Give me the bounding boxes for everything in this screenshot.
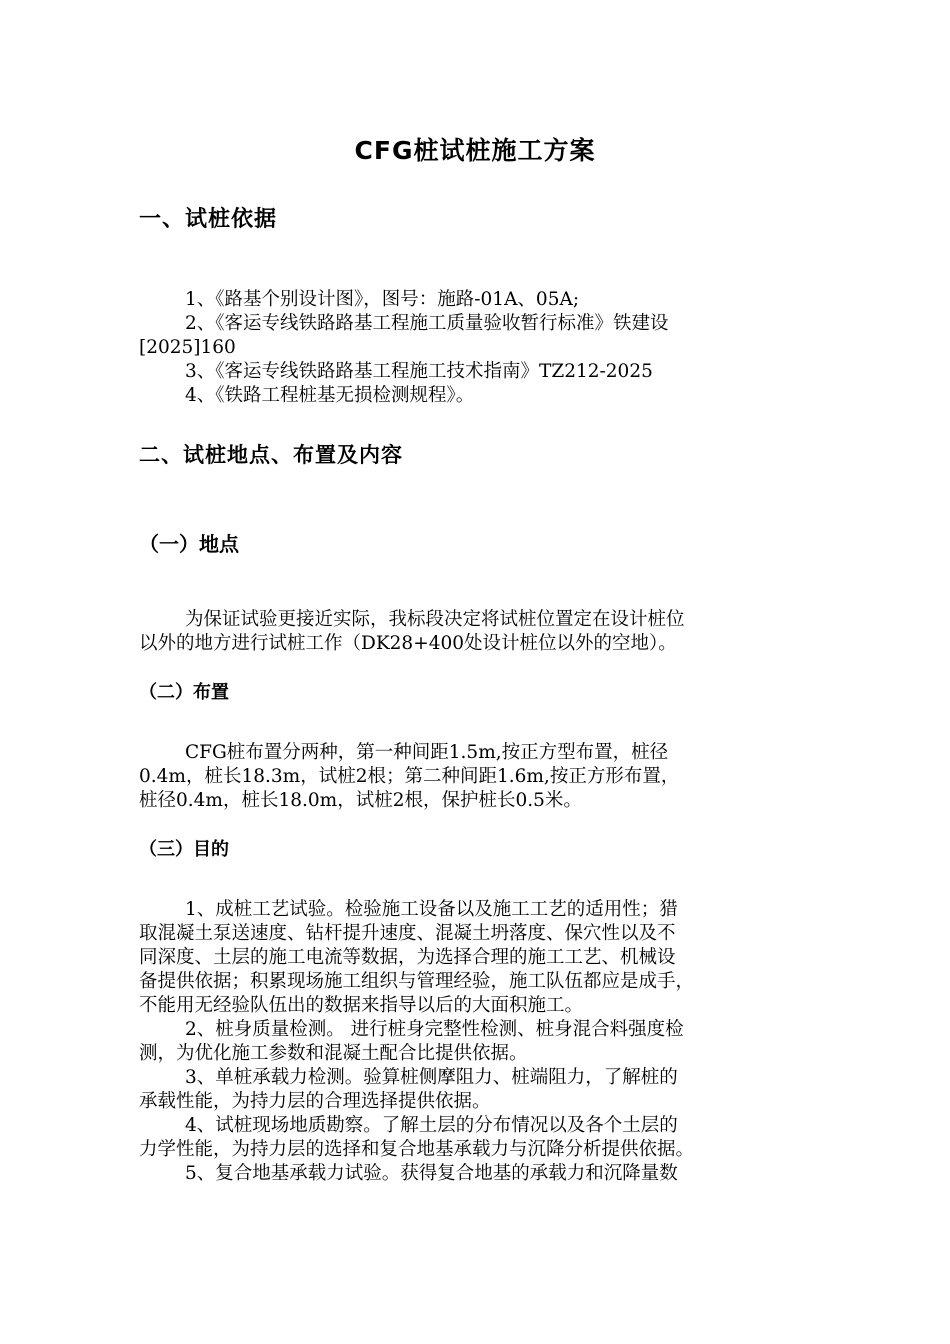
purpose-paragraph (139, 898, 839, 1186)
subheading-layout: （二）布置 (139, 682, 229, 703)
purpose-item-3: 3、单桩承载力检测。验算桩侧摩阻力、桩端阻力，了解桩的 (185, 1067, 678, 1088)
purpose-item-4: 4、试桩现场地质勘察。了解土层的分布情况以及各个土层的 (185, 1115, 678, 1136)
location-paragraph (139, 608, 839, 656)
paragraph-line: 同深度、土层的施工电流等数据，为选择合理的施工工艺、机械设 (139, 947, 676, 968)
basis-item-1: 1、《路基个别设计图》，图号：施路-01A、05A; (185, 289, 580, 310)
purpose-item-5: 5、复合地基承载力试验。获得复合地基的承载力和沉降量数 (185, 1163, 678, 1184)
document-title: CFG桩试桩施工方案 (354, 136, 596, 165)
paragraph-line: 不能用无经验队伍出的数据来指导以后的大面积施工。 (139, 995, 584, 1016)
paragraph-line: 桩径0.4m，桩长18.0m，试桩2根，保护桩长0.5米。 (139, 790, 582, 811)
basis-item-4: 4、《铁路工程桩基无损检测规程》。 (185, 385, 475, 406)
basis-item-2-cont: [2025]160 (139, 337, 236, 358)
paragraph-line: 为保证试验更接近实际，我标段决定将试桩位置定在设计桩位 (185, 609, 685, 630)
paragraph-line: 力学性能，为持力层的选择和复合地基承载力与沉降分析提供依据。 (139, 1139, 695, 1160)
subheading-location: （一）地点 (139, 532, 239, 556)
purpose-item-1: 1、成桩工艺试验。检验施工设备以及施工工艺的适用性；猎 (185, 899, 678, 920)
paragraph-line: 测，为优化施工参数和混凝土配合比提供依据。 (139, 1043, 528, 1064)
basis-item-2: 2、《客运专线铁路路基工程施工质量验收暂行标准》铁建设 (185, 313, 669, 334)
paragraph-line: 0.4m，桩长18.3m，试桩2根；第二种间距1.6m,按正方形布置， (139, 766, 680, 787)
paragraph-line: 备提供依据；积累现场施工组织与管理经验，施工队伍都应是成手， (139, 971, 695, 992)
paragraph-line: 以外的地方进行试桩工作（DK28+400处设计桩位以外的空地）。 (139, 633, 677, 654)
basis-item-3: 3、《客运专线铁路路基工程施工技术指南》TZ212-2025 (185, 361, 653, 382)
subheading-purpose: （三）目的 (139, 839, 229, 860)
layout-paragraph (139, 741, 839, 813)
paragraph-line: 承载性能，为持力层的合理选择提供依据。 (139, 1091, 491, 1112)
purpose-item-2: 2、桩身质量检测。 进行桩身完整性检测、桩身混合料强度检 (185, 1019, 684, 1040)
section-heading-basis: 一、试桩依据 (139, 207, 278, 232)
basis-list (139, 288, 839, 408)
paragraph-line: CFG桩布置分两种，第一种间距1.5m,按正方型布置，桩径 (185, 742, 669, 763)
section-heading-location-layout: 二、试桩地点、布置及内容 (139, 443, 403, 467)
paragraph-line: 取混凝土泵送速度、钻杆提升速度、混凝土坍落度、保穴性以及不 (139, 923, 676, 944)
